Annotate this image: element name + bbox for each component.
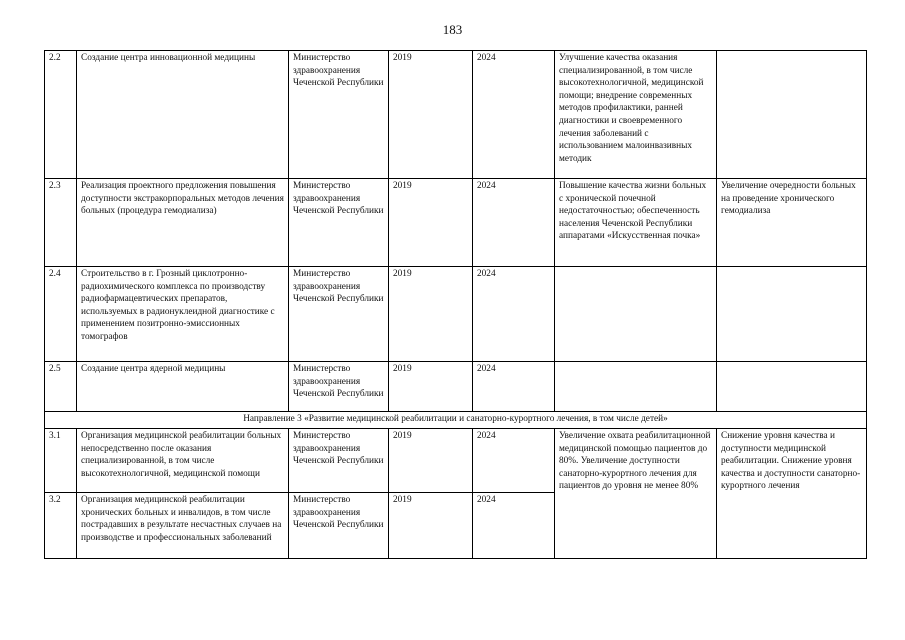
start-year-cell: 2019 (389, 179, 473, 267)
measures-table (44, 50, 867, 559)
table-row (45, 179, 867, 267)
activity-cell: Организация медицинской реабилитации больных непосредственно после оказания специализированной, в том числе высокотехнологичной, медицинской помощи (77, 429, 289, 493)
executor-cell: Министерство здравоохранения Чеченской Республики (289, 493, 389, 559)
risk-cell: Увеличение очередности больных на проведение хронического гемодиализа (717, 179, 867, 267)
result-cell: Повышение качества жизни больных с хронической почечной недостаточностью; обеспеченность населения Чеченской Республики аппаратами «Искусственная почка» (555, 179, 717, 267)
risk-cell (717, 267, 867, 362)
activity-cell: Реализация проектного предложения повышения доступности экстракорпоральных методов лечения больных (процедура гемодиализа) (77, 179, 289, 267)
result-cell: Улучшение качества оказания специализированной, в том числе высокотехнологичной, медицинской помощи; внедрение современных методов профилактики, ранней диагностики и своевременного лечения заболеваний с использованием малоинвазивных методик (555, 51, 717, 179)
end-year-cell: 2024 (473, 429, 555, 493)
result-cell (555, 267, 717, 362)
executor-cell: Министерство здравоохранения Чеченской Республики (289, 429, 389, 493)
row-number: 2.2 (45, 51, 77, 179)
page-number: 183 (442, 22, 463, 37)
table-row (45, 362, 867, 412)
start-year-cell: 2019 (389, 429, 473, 493)
activity-cell: Строительство в г. Грозный циклотронно-радиохимического комплекса по производству радиофармацевтических препаратов, используемых в радионуклеидной диагностике с применением позитронно-эмиссионных томографов (77, 267, 289, 362)
end-year-cell: 2024 (473, 362, 555, 412)
risk-cell (717, 362, 867, 412)
start-year-cell: 2019 (389, 362, 473, 412)
end-year-cell: 2024 (473, 51, 555, 179)
table-row (45, 267, 867, 362)
risk-cell: Снижение уровня качества и доступности медицинской реабилитации. Снижение уровня качества и доступности санаторно-курортного лечения (717, 429, 867, 559)
executor-cell: Министерство здравоохранения Чеченской Республики (289, 51, 389, 179)
row-number: 2.3 (45, 179, 77, 267)
table-row (45, 429, 867, 493)
start-year-cell: 2019 (389, 51, 473, 179)
end-year-cell: 2024 (473, 267, 555, 362)
activity-cell: Создание центра ядерной медицины (77, 362, 289, 412)
activity-cell: Создание центра инновационной медицины (77, 51, 289, 179)
end-year-cell: 2024 (473, 493, 555, 559)
row-number: 2.4 (45, 267, 77, 362)
risk-cell (717, 51, 867, 179)
start-year-cell: 2019 (389, 493, 473, 559)
section-title: Направление 3 «Развитие медицинской реабилитации и санаторно-курортного лечения, в том числе детей» (45, 412, 867, 429)
activity-cell: Организация медицинской реабилитации хронических больных и инвалидов, в том числе пострадавших в результате несчастных случаев на производстве и профессиональных заболеваний (77, 493, 289, 559)
start-year-cell: 2019 (389, 267, 473, 362)
result-cell (555, 362, 717, 412)
section-header-row (45, 412, 867, 429)
executor-cell: Министерство здравоохранения Чеченской Республики (289, 267, 389, 362)
row-number: 3.2 (45, 493, 77, 559)
table-row (45, 51, 867, 179)
row-number: 3.1 (45, 429, 77, 493)
executor-cell: Министерство здравоохранения Чеченской Республики (289, 179, 389, 267)
end-year-cell: 2024 (473, 179, 555, 267)
result-cell: Увеличение охвата реабилитационной медицинской помощью пациентов до 80%. Увеличение доступности санаторно-курортного лечения для пациентов до уровня не менее 80% (555, 429, 717, 559)
row-number: 2.5 (45, 362, 77, 412)
executor-cell: Министерство здравоохранения Чеченской Республики (289, 362, 389, 412)
